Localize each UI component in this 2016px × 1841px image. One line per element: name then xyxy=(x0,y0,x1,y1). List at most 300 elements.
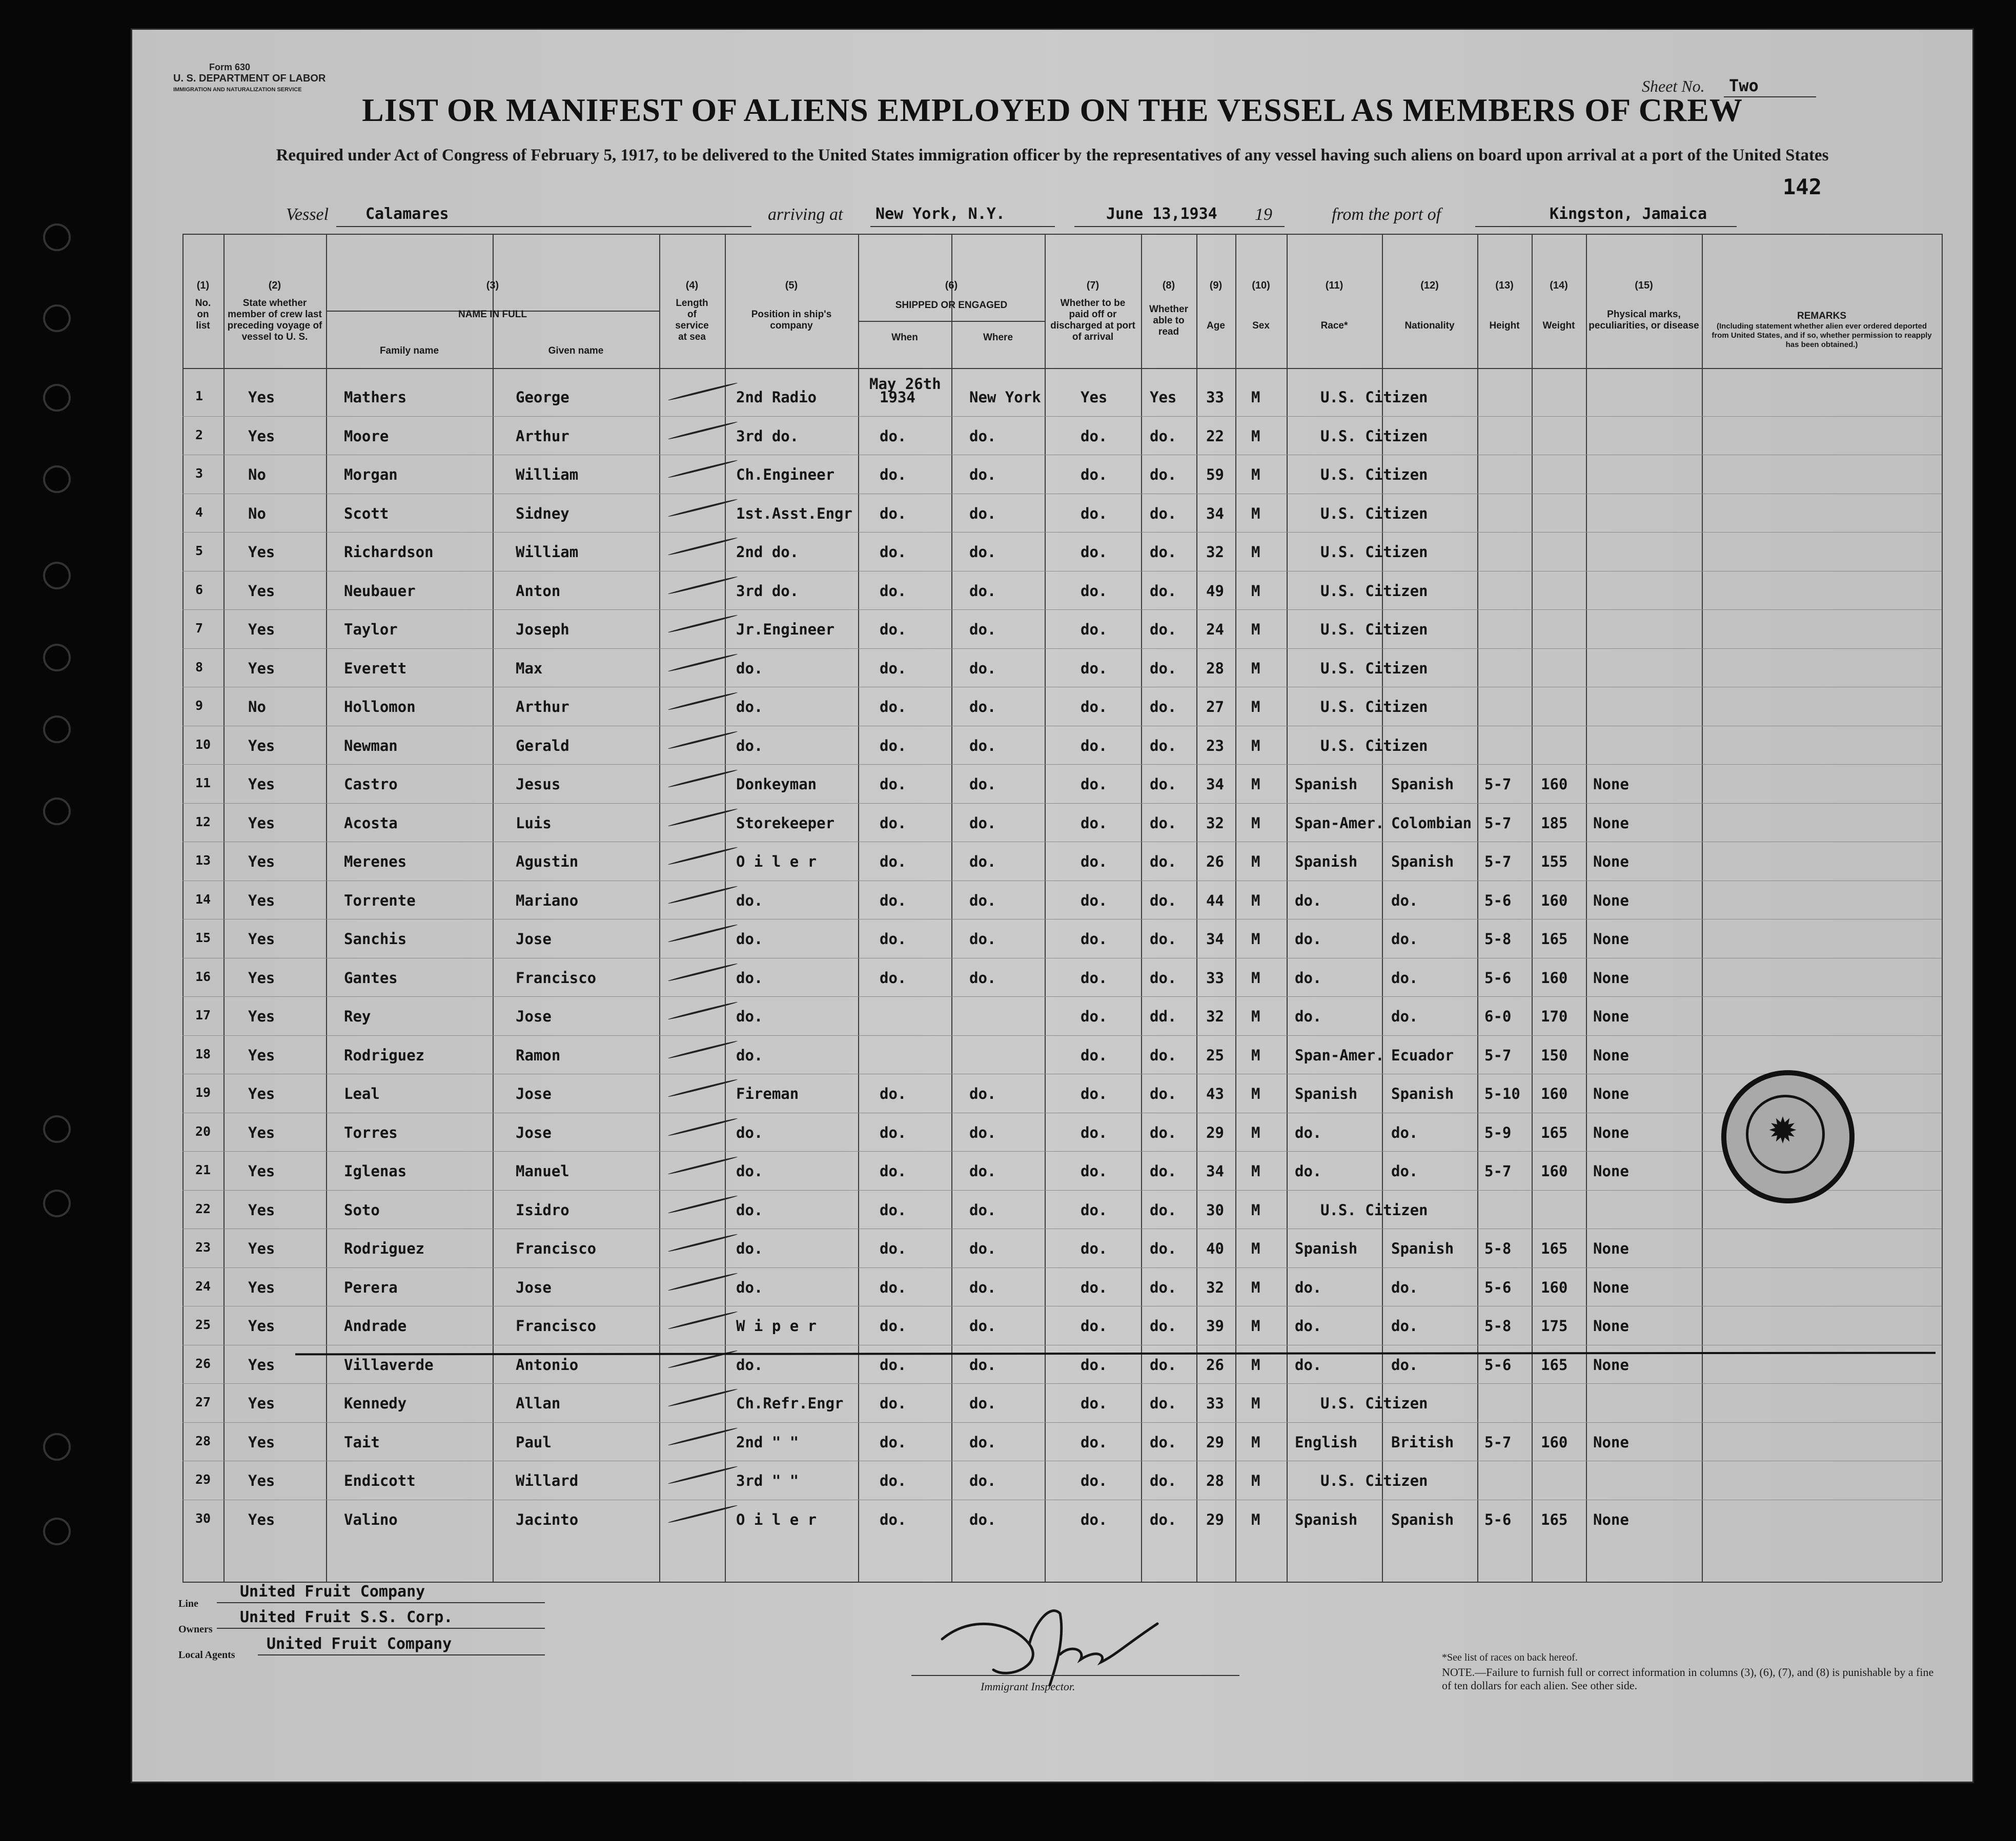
owners-underline xyxy=(217,1628,545,1629)
cell-row-number: 10 xyxy=(195,737,211,752)
cell-previous-voyage: Yes xyxy=(248,969,275,987)
vessel-name: Calamares xyxy=(365,205,449,223)
row-rule xyxy=(182,803,1942,804)
column-rule xyxy=(1287,234,1288,1582)
col6-header xyxy=(858,280,1045,311)
cell-height: 5-6 xyxy=(1484,1356,1512,1374)
cell-weight: 160 xyxy=(1541,1085,1568,1102)
cell-family-name: Andrade xyxy=(344,1317,407,1335)
column-rule xyxy=(951,234,952,1582)
cell-previous-voyage: Yes xyxy=(248,930,275,948)
cell-position: do. xyxy=(736,892,763,909)
col8-label: Whether able to read xyxy=(1149,304,1188,337)
cell-given-name: Luis xyxy=(516,814,552,832)
cell-family-name: Soto xyxy=(344,1201,380,1219)
pen-tick-mark xyxy=(668,1272,738,1292)
cell-race: U.S. Citizen xyxy=(1320,427,1428,445)
pen-tick-mark xyxy=(668,614,738,633)
cell-family-name: Tait xyxy=(344,1434,380,1451)
cell-row-number: 15 xyxy=(195,930,211,945)
column-rule xyxy=(223,234,225,1582)
cell-row-number: 19 xyxy=(195,1085,211,1100)
cell-previous-voyage: Yes xyxy=(248,1240,275,1257)
cell-weight: 175 xyxy=(1541,1317,1568,1335)
cell-row-number: 28 xyxy=(195,1434,211,1448)
cell-family-name: Newman xyxy=(344,737,398,754)
cell-age: 32 xyxy=(1206,814,1224,832)
cell-family-name: Mathers xyxy=(344,388,407,406)
cell-shipped-when: do. xyxy=(880,543,907,561)
inspector-label: Immigrant Inspector. xyxy=(981,1680,1075,1693)
cell-position: Ch.Refr.Engr xyxy=(736,1395,844,1412)
arriving-underline xyxy=(870,226,1055,227)
cell-shipped-where: do. xyxy=(969,1317,996,1335)
cell-previous-voyage: Yes xyxy=(248,1124,275,1141)
col15-header xyxy=(1586,280,1702,332)
agents-label: Local Agents xyxy=(178,1649,235,1661)
cell-age: 33 xyxy=(1206,969,1224,987)
cell-race: Spanish xyxy=(1295,1240,1358,1257)
col14-label: Weight xyxy=(1542,320,1575,331)
cell-physical-marks: None xyxy=(1593,1279,1629,1296)
cell-previous-voyage: Yes xyxy=(248,737,275,754)
cell-age: 34 xyxy=(1206,775,1224,793)
cell-able-to-read: do. xyxy=(1150,543,1177,561)
cell-family-name: Endicott xyxy=(344,1472,416,1489)
col13-label: Height xyxy=(1489,320,1520,331)
cell-position: do. xyxy=(736,1279,763,1296)
cell-shipped-when: do. xyxy=(880,1395,907,1412)
cell-family-name: Iglenas xyxy=(344,1162,407,1180)
cell-race: Spanish xyxy=(1295,1085,1358,1102)
cell-shipped-when: do. xyxy=(880,660,907,677)
cell-able-to-read: do. xyxy=(1150,1317,1177,1335)
cell-family-name: Torres xyxy=(344,1124,398,1141)
cell-able-to-read: do. xyxy=(1150,1085,1177,1102)
cell-row-number: 21 xyxy=(195,1162,211,1177)
cell-able-to-read: do. xyxy=(1150,698,1177,715)
cell-sex: M xyxy=(1251,1124,1260,1141)
cell-shipped-when: do. xyxy=(880,1240,907,1257)
cell-physical-marks: None xyxy=(1593,814,1629,832)
cell-given-name: George xyxy=(516,388,569,406)
cell-weight: 160 xyxy=(1541,969,1568,987)
cell-given-name: Jose xyxy=(516,930,552,948)
cell-shipped-where: do. xyxy=(969,582,996,600)
pen-tick-mark xyxy=(668,459,738,479)
shipped-month: May 26th xyxy=(869,375,941,393)
column-rule xyxy=(858,234,859,1582)
cell-shipped-when: do. xyxy=(880,969,907,987)
cell-age: 29 xyxy=(1206,1511,1224,1528)
cell-sex: M xyxy=(1251,1085,1260,1102)
cell-able-to-read: do. xyxy=(1150,427,1177,445)
cell-age: 33 xyxy=(1206,1395,1224,1412)
cell-paid-off: do. xyxy=(1081,621,1108,638)
column-rule xyxy=(182,234,184,1582)
cell-position: 1st.Asst.Engr xyxy=(736,505,852,522)
cell-position: 3rd do. xyxy=(736,582,799,600)
cell-family-name: Rey xyxy=(344,1008,371,1025)
row-rule xyxy=(182,1383,1942,1384)
cell-race: do. xyxy=(1295,1356,1322,1374)
cell-previous-voyage: Yes xyxy=(248,621,275,638)
cell-given-name: Sidney xyxy=(516,505,569,522)
cell-given-name: Allan xyxy=(516,1395,561,1412)
cell-sex: M xyxy=(1251,1317,1260,1335)
cell-given-name: Paul xyxy=(516,1434,552,1451)
cell-given-name: Willard xyxy=(516,1472,579,1489)
cell-sex: M xyxy=(1251,1279,1260,1296)
col6-label: SHIPPED OR ENGAGED xyxy=(895,300,1008,311)
cell-nationality: do. xyxy=(1391,1124,1418,1141)
cell-row-number: 23 xyxy=(195,1240,211,1255)
cell-previous-voyage: Yes xyxy=(248,853,275,870)
cell-race: U.S. Citizen xyxy=(1320,1395,1428,1412)
column-rule xyxy=(1141,234,1142,1582)
cell-previous-voyage: Yes xyxy=(248,1472,275,1489)
cell-position: do. xyxy=(736,1201,763,1219)
cell-paid-off: do. xyxy=(1081,892,1108,909)
cell-given-name: Jose xyxy=(516,1008,552,1025)
pen-tick-mark xyxy=(668,924,738,943)
cell-age: 34 xyxy=(1206,505,1224,522)
cell-shipped-when: do. xyxy=(880,1124,907,1141)
cell-paid-off: do. xyxy=(1081,1279,1108,1296)
cell-physical-marks: None xyxy=(1593,1162,1629,1180)
cell-row-number: 8 xyxy=(195,660,203,674)
document-subtitle: Required under Act of Congress of February 5, 1917, to be delivered to the United States immigration officer by the representatives of any vessel having such aliens on board upon arrival at a port of the United States xyxy=(276,146,1829,165)
cell-given-name: Jose xyxy=(516,1279,552,1296)
cell-shipped-where: do. xyxy=(969,1124,996,1141)
owners-label: Owners xyxy=(178,1624,213,1635)
cell-shipped-where: do. xyxy=(969,505,996,522)
cell-shipped-when: do. xyxy=(880,1317,907,1335)
cell-shipped-where: do. xyxy=(969,814,996,832)
cell-shipped-where: do. xyxy=(969,1162,996,1180)
cell-paid-off: do. xyxy=(1081,1008,1108,1025)
column-rule xyxy=(1702,234,1703,1582)
cell-family-name: Everett xyxy=(344,660,407,677)
cell-height: 5-6 xyxy=(1484,969,1512,987)
cell-able-to-read: do. xyxy=(1150,505,1177,522)
cell-race: U.S. Citizen xyxy=(1320,466,1428,483)
cell-age: 33 xyxy=(1206,388,1224,406)
cell-able-to-read: do. xyxy=(1150,969,1177,987)
crew-table xyxy=(182,234,1942,1582)
cell-age: 34 xyxy=(1206,1162,1224,1180)
cell-position: Ch.Engineer xyxy=(736,466,835,483)
cell-position: O i l e r xyxy=(736,1511,817,1528)
cell-race: do. xyxy=(1295,969,1322,987)
cell-family-name: Rodriguez xyxy=(344,1047,425,1064)
punch-hole xyxy=(45,1520,69,1543)
row-rule xyxy=(182,764,1942,765)
cell-given-name: Isidro xyxy=(516,1201,569,1219)
remarks-sublabel: (Including statement whether alien ever ordered deported from United States, and if so, whether permission to reapply has been obtained.) xyxy=(1712,322,1932,349)
line-label: Line xyxy=(178,1598,198,1609)
cell-weight: 160 xyxy=(1541,892,1568,909)
cell-weight: 165 xyxy=(1541,1124,1568,1141)
col2-header xyxy=(223,280,326,343)
cell-family-name: Perera xyxy=(344,1279,398,1296)
cell-shipped-when: do. xyxy=(880,1201,907,1219)
column-rule xyxy=(1586,234,1587,1582)
cell-sex: M xyxy=(1251,427,1260,445)
cell-age: 22 xyxy=(1206,427,1224,445)
service-name: IMMIGRATION AND NATURALIZATION SERVICE xyxy=(173,87,302,93)
cell-shipped-where: do. xyxy=(969,737,996,754)
cell-previous-voyage: No xyxy=(248,698,266,715)
cell-weight: 160 xyxy=(1541,1162,1568,1180)
cell-shipped-when: do. xyxy=(880,698,907,715)
cell-previous-voyage: No xyxy=(248,505,266,522)
from-port-underline xyxy=(1475,226,1737,227)
cell-nationality: do. xyxy=(1391,1317,1418,1335)
cell-paid-off: do. xyxy=(1081,505,1108,522)
punch-hole xyxy=(45,718,69,741)
col9-number: (9) xyxy=(1209,280,1223,291)
year-label: 19 xyxy=(1255,205,1272,224)
cell-physical-marks: None xyxy=(1593,892,1629,909)
cell-position: 2nd " " xyxy=(736,1434,799,1451)
cell-row-number: 17 xyxy=(195,1008,211,1022)
cell-previous-voyage: Yes xyxy=(248,660,275,677)
pen-tick-mark xyxy=(668,653,738,672)
cell-sex: M xyxy=(1251,1008,1260,1025)
cell-able-to-read: do. xyxy=(1150,737,1177,754)
cell-sex: M xyxy=(1251,660,1260,677)
pen-tick-mark xyxy=(668,498,738,518)
cell-age: 23 xyxy=(1206,737,1224,754)
cell-able-to-read: do. xyxy=(1150,775,1177,793)
cell-paid-off: do. xyxy=(1081,1472,1108,1489)
cell-position: 3rd do. xyxy=(736,427,799,445)
cell-able-to-read: do. xyxy=(1150,1434,1177,1451)
cell-paid-off: do. xyxy=(1081,1047,1108,1064)
cell-row-number: 9 xyxy=(195,698,203,713)
cell-given-name: Mariano xyxy=(516,892,579,909)
cell-family-name: Castro xyxy=(344,775,398,793)
cell-given-name: Max xyxy=(516,660,543,677)
pen-tick-mark xyxy=(668,537,738,556)
col8-number: (8) xyxy=(1162,280,1175,291)
punch-hole xyxy=(45,800,69,823)
cell-height: 5-6 xyxy=(1484,1279,1512,1296)
punch-hole xyxy=(45,386,69,410)
cell-row-number: 18 xyxy=(195,1047,211,1061)
cell-position: do. xyxy=(736,698,763,715)
agents-underline xyxy=(258,1654,545,1655)
pen-tick-mark xyxy=(668,1001,738,1020)
inspector-signature-line xyxy=(911,1675,1239,1676)
column-rule xyxy=(1196,234,1197,1582)
cell-family-name: Gantes xyxy=(344,969,398,987)
cell-previous-voyage: Yes xyxy=(248,388,275,406)
col14-header xyxy=(1532,280,1586,332)
cell-weight: 160 xyxy=(1541,1434,1568,1451)
form-number: Form 630 xyxy=(209,62,251,72)
column-rule xyxy=(1942,234,1943,1582)
col4-header xyxy=(659,280,725,343)
col9-header xyxy=(1196,280,1235,332)
cell-shipped-when: do. xyxy=(880,1085,907,1102)
cell-shipped-when: do. xyxy=(880,737,907,754)
cell-physical-marks: None xyxy=(1593,1124,1629,1141)
col1-header xyxy=(182,280,223,332)
owners-value: United Fruit S.S. Corp. xyxy=(240,1608,453,1626)
department-name: U. S. DEPARTMENT OF LABOR xyxy=(173,73,326,84)
cell-race: Spanish xyxy=(1295,1511,1358,1528)
cell-age: 40 xyxy=(1206,1240,1224,1257)
cell-position: Storekeeper xyxy=(736,814,835,832)
cell-age: 32 xyxy=(1206,1279,1224,1296)
cell-previous-voyage: No xyxy=(248,466,266,483)
cell-nationality: Spanish xyxy=(1391,1085,1454,1102)
cell-row-number: 12 xyxy=(195,814,211,829)
cell-nationality: do. xyxy=(1391,1279,1418,1296)
cell-race: U.S. Citizen xyxy=(1320,505,1428,522)
pen-tick-mark xyxy=(668,421,738,440)
cell-age: 29 xyxy=(1206,1434,1224,1451)
col2-number: (2) xyxy=(268,280,281,291)
column-rule xyxy=(1532,234,1533,1582)
cell-race: do. xyxy=(1295,1008,1322,1025)
pen-tick-mark xyxy=(668,1040,738,1059)
cell-weight: 165 xyxy=(1541,1511,1568,1528)
cell-position: do. xyxy=(736,1008,763,1025)
cell-physical-marks: None xyxy=(1593,1317,1629,1335)
col13-number: (13) xyxy=(1495,280,1514,291)
cell-able-to-read: do. xyxy=(1150,814,1177,832)
cell-position: do. xyxy=(736,1162,763,1180)
col10-number: (10) xyxy=(1252,280,1270,291)
cell-row-number: 24 xyxy=(195,1279,211,1294)
from-port-label: from the port of xyxy=(1332,205,1441,224)
pen-tick-mark xyxy=(668,1156,738,1175)
cell-sex: M xyxy=(1251,1472,1260,1489)
cell-given-name: Gerald xyxy=(516,737,569,754)
pen-tick-mark xyxy=(668,382,738,401)
pen-tick-mark xyxy=(668,730,738,750)
cell-race: U.S. Citizen xyxy=(1320,543,1428,561)
cell-shipped-where: do. xyxy=(969,1085,996,1102)
col1-label: No. on list xyxy=(195,298,211,331)
cell-sex: M xyxy=(1251,1356,1260,1374)
cell-shipped-where: do. xyxy=(969,1472,996,1489)
cell-previous-voyage: Yes xyxy=(248,1317,275,1335)
cell-position: do. xyxy=(736,969,763,987)
cell-shipped-when: do. xyxy=(880,582,907,600)
cell-sex: M xyxy=(1251,466,1260,483)
penalty-note: NOTE.—Failure to furnish full or correct information in columns (3), (6), (7), and (8) is punishable by a fine of ten dollars for each alien. See other side. xyxy=(1442,1666,1934,1692)
cell-height: 5-7 xyxy=(1484,853,1512,870)
cell-row-number: 4 xyxy=(195,505,203,520)
col13-header xyxy=(1477,280,1532,332)
cell-previous-voyage: Yes xyxy=(248,1434,275,1451)
cell-given-name: William xyxy=(516,466,579,483)
cell-able-to-read: do. xyxy=(1150,1240,1177,1257)
cell-nationality: Ecuador xyxy=(1391,1047,1454,1064)
pen-tick-mark xyxy=(668,846,738,866)
cell-given-name: William xyxy=(516,543,579,561)
col11-number: (11) xyxy=(1325,280,1343,291)
cell-paid-off: do. xyxy=(1081,814,1108,832)
cell-given-name: Francisco xyxy=(516,969,597,987)
cell-able-to-read: do. xyxy=(1150,1472,1177,1489)
cell-shipped-where: do. xyxy=(969,1240,996,1257)
cell-sex: M xyxy=(1251,892,1260,909)
cell-row-number: 30 xyxy=(195,1511,211,1526)
cell-sex: M xyxy=(1251,814,1260,832)
row-rule xyxy=(182,609,1942,610)
cell-able-to-read: do. xyxy=(1150,1395,1177,1412)
cell-race: U.S. Citizen xyxy=(1320,660,1428,677)
table-top-border xyxy=(182,234,1942,235)
cell-family-name: Rodriguez xyxy=(344,1240,425,1257)
cell-paid-off: do. xyxy=(1081,1317,1108,1335)
cell-height: 5-9 xyxy=(1484,1124,1512,1141)
cell-shipped-when: do. xyxy=(880,1356,907,1374)
cell-paid-off: do. xyxy=(1081,775,1108,793)
cell-age: 30 xyxy=(1206,1201,1224,1219)
cell-sex: M xyxy=(1251,388,1260,406)
cell-previous-voyage: Yes xyxy=(248,543,275,561)
cell-weight: 150 xyxy=(1541,1047,1568,1064)
cell-shipped-where: do. xyxy=(969,892,996,909)
cell-sex: M xyxy=(1251,775,1260,793)
col5-label: Position in ship's company xyxy=(751,309,832,331)
col10-label: Sex xyxy=(1252,320,1270,331)
cell-nationality: do. xyxy=(1391,1162,1418,1180)
cell-position: do. xyxy=(736,1047,763,1064)
cell-able-to-read: do. xyxy=(1150,1356,1177,1374)
page-number: 142 xyxy=(1783,174,1822,199)
cell-paid-off: do. xyxy=(1081,1085,1108,1102)
cell-able-to-read: do. xyxy=(1150,1124,1177,1141)
cell-age: 27 xyxy=(1206,698,1224,715)
cell-height: 5-7 xyxy=(1484,814,1512,832)
header-bottom-border xyxy=(182,368,1942,369)
cell-race: Spanish xyxy=(1295,775,1358,793)
cell-paid-off: do. xyxy=(1081,1201,1108,1219)
cell-race: Span-Amer. xyxy=(1295,1047,1384,1064)
cell-sex: M xyxy=(1251,1395,1260,1412)
col15-label: Physical marks, peculiarities, or disease xyxy=(1589,309,1699,331)
cell-shipped-where: do. xyxy=(969,427,996,445)
from-port: Kingston, Jamaica xyxy=(1550,205,1707,223)
cell-paid-off: do. xyxy=(1081,1434,1108,1451)
cell-previous-voyage: Yes xyxy=(248,427,275,445)
cell-sex: M xyxy=(1251,1511,1260,1528)
given-name-header: Given name xyxy=(548,345,604,356)
cell-family-name: Acosta xyxy=(344,814,398,832)
cell-shipped-where: do. xyxy=(969,1356,996,1374)
cell-given-name: Agustin xyxy=(516,853,579,870)
family-name-header: Family name xyxy=(379,345,439,356)
cell-shipped-when: do. xyxy=(880,775,907,793)
eagle-icon: ✹ xyxy=(1767,1112,1798,1151)
cell-position: do. xyxy=(736,1240,763,1257)
cell-age: 59 xyxy=(1206,466,1224,483)
cell-row-number: 11 xyxy=(195,775,211,790)
cell-paid-off: do. xyxy=(1081,969,1108,987)
cell-sex: M xyxy=(1251,505,1260,522)
cell-race: do. xyxy=(1295,930,1322,948)
cell-shipped-when: do. xyxy=(880,1434,907,1451)
cell-able-to-read: do. xyxy=(1150,1201,1177,1219)
cell-previous-voyage: Yes xyxy=(248,775,275,793)
